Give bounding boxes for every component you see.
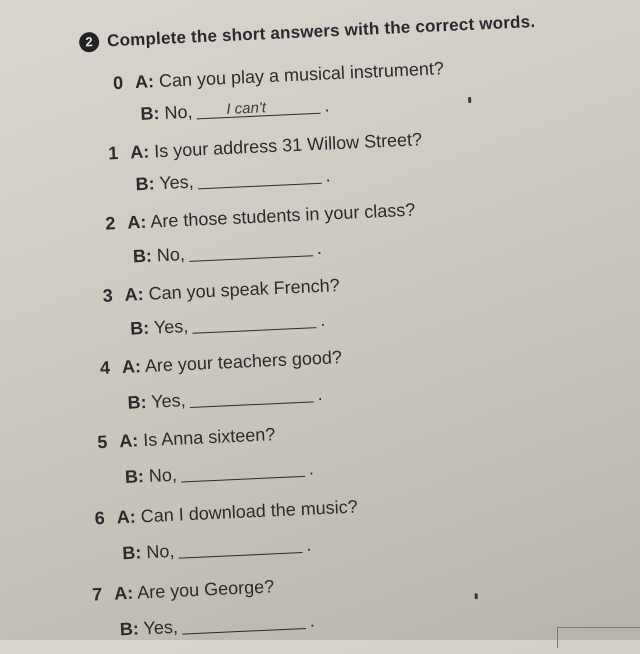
answer-blank[interactable] [180, 460, 305, 483]
full-stop: . [316, 237, 323, 259]
item-number: 7 [91, 584, 103, 605]
pencil-mark [468, 97, 471, 103]
answer-start: Yes, [150, 390, 187, 412]
speaker-b-label: B: [121, 542, 142, 564]
answer-start: No, [164, 101, 193, 123]
question-text: Can you play a musical instrument? [158, 58, 445, 92]
answer-start: No, [148, 464, 178, 486]
question-text: Is your address 31 Willow Street? [153, 129, 423, 162]
speaker-b-label: B: [140, 103, 160, 124]
answer-line-2 [132, 238, 322, 268]
full-stop: . [319, 309, 326, 330]
speaker-b-label: B: [135, 173, 156, 195]
question-text: Are your teachers good? [144, 347, 343, 376]
page-corner-box [557, 627, 640, 648]
question-line-7 [92, 576, 275, 605]
item-number: 6 [94, 507, 106, 529]
speaker-b-label: B: [119, 618, 140, 640]
full-stop: . [309, 610, 316, 631]
question-line-2 [105, 200, 416, 235]
full-stop: . [316, 383, 323, 405]
question-line-3 [102, 275, 340, 307]
answer-start: Yes, [153, 315, 189, 338]
full-stop: . [308, 458, 315, 479]
speaker-a-label: A: [126, 211, 147, 233]
answer-start: Yes, [143, 616, 179, 639]
answer-start: No, [156, 244, 186, 266]
full-stop: . [305, 534, 312, 555]
answer-start: No, [145, 540, 175, 563]
full-stop: . [325, 165, 331, 186]
answer-line-1 [135, 165, 331, 195]
speaker-a-label: A: [134, 71, 155, 93]
full-stop: . [323, 95, 330, 116]
question-line-5 [97, 424, 276, 453]
speaker-a-label: A: [118, 430, 139, 452]
answer-blank[interactable] [189, 385, 314, 408]
question-text: Can you speak French? [148, 275, 341, 304]
speaker-a-label: A: [113, 582, 134, 604]
question-text: Are those students in your class? [149, 199, 416, 232]
item-number: 4 [99, 357, 111, 379]
question-text: Are you George? [136, 576, 275, 603]
answer-blank[interactable] [188, 239, 313, 262]
answer-text: I can't [226, 99, 267, 119]
item-number: 1 [107, 142, 119, 164]
speaker-b-label: B: [124, 466, 145, 488]
answer-line-7 [119, 611, 315, 641]
answer-blank[interactable] [181, 612, 306, 635]
speaker-b-label: B: [129, 317, 150, 339]
speaker-b-label: B: [127, 391, 147, 413]
speaker-b-label: B: [132, 245, 153, 267]
answer-start: Yes, [158, 171, 195, 194]
speaker-a-label: A: [129, 141, 150, 163]
question-text: Can I download the music? [140, 496, 359, 527]
answer-blank[interactable] [196, 97, 321, 120]
speaker-a-label: A: [116, 506, 137, 528]
answer-blank[interactable] [192, 311, 317, 334]
answer-line-0 [140, 95, 330, 125]
answer-line-3 [130, 310, 326, 340]
answer-line-4 [127, 384, 323, 414]
answer-line-5 [124, 458, 314, 488]
item-number: 0 [112, 72, 124, 94]
question-line-6 [94, 496, 358, 529]
pencil-mark [475, 593, 478, 599]
answer-line-6 [122, 535, 312, 565]
answer-blank[interactable] [197, 167, 322, 190]
question-line-0 [113, 58, 445, 94]
speaker-a-label: A: [124, 283, 145, 305]
item-number: 5 [96, 431, 108, 453]
answer-blank[interactable] [178, 536, 303, 559]
exercise-heading [79, 12, 536, 53]
question-line-4 [99, 347, 342, 379]
exercise-number-badge: 2 [79, 32, 100, 53]
item-number: 3 [102, 285, 114, 306]
speaker-a-label: A: [121, 356, 142, 378]
question-line-1 [108, 129, 423, 164]
item-number: 2 [104, 213, 116, 234]
question-text: Is Anna sixteen? [142, 424, 276, 451]
exercise-instruction: Complete the short answers with the correct words. [106, 11, 536, 51]
